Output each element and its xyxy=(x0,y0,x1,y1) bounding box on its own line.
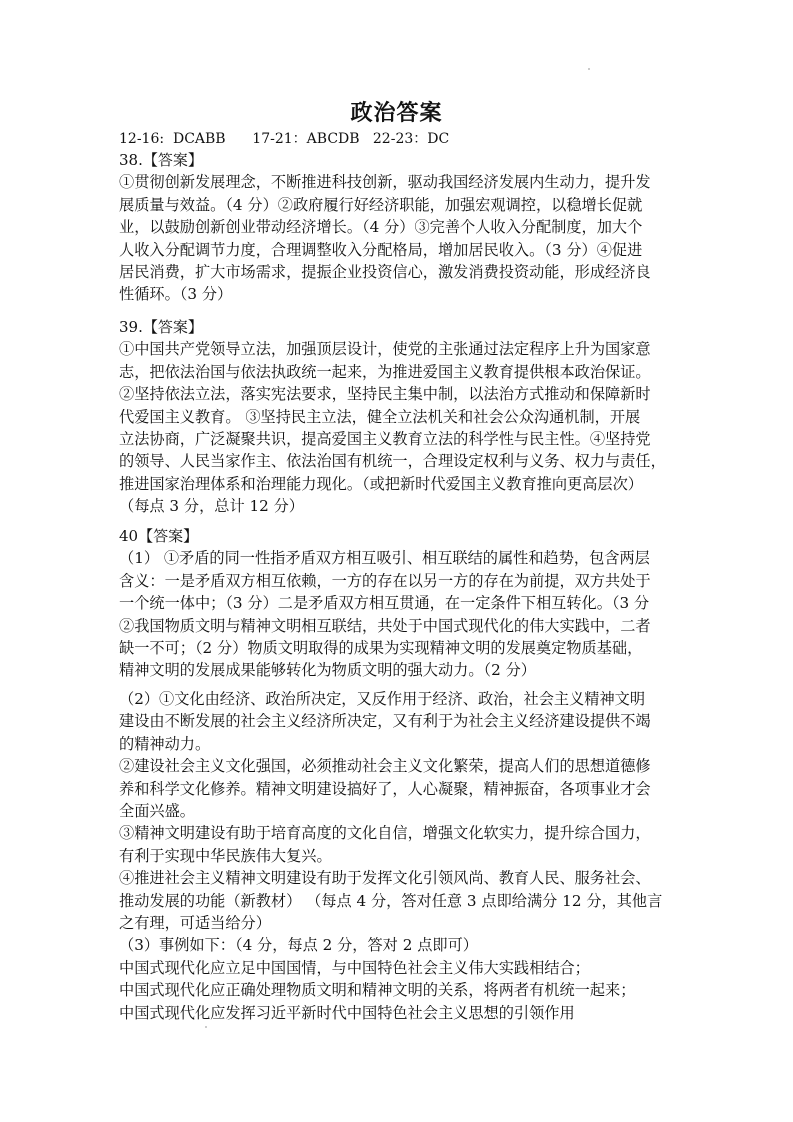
multiple-choice-answers: 12-16: DCABB 17-21：ABCDB 22-23：DC xyxy=(119,131,450,147)
q40-heading: 40【答案】 xyxy=(119,527,199,545)
q40-part1-line: 缺一不可；（2 分）物质文明取得的成果为实现精神文明的发展奠定物质基础， xyxy=(119,639,643,658)
q39-line: 推进国家治理体系和治理能力现化。（或把新时代爱国主义教育推向更高层次） xyxy=(119,474,643,493)
q40-part2-line: 之有理，可适当给分） xyxy=(119,914,271,933)
q40-part2-line: 的精神动力。 xyxy=(119,734,211,753)
q39-line: 立法协商，广泛凝聚共识，提高爱国主义教育立法的科学性与民主性。④坚持党 xyxy=(119,430,651,449)
q40-part2-line: ④推进社会主义精神文明建设有助于发挥文化引领风尚、教育人民、服务社会、 xyxy=(119,869,651,888)
q40-part1-line: ②我国物质文明与精神文明相互联结，共处于中国式现代化的伟大实践中，二者 xyxy=(119,616,651,635)
q38-line: 展质量与效益。（4 分）②政府履行好经济职能，加强宏观调控，以稳增长促就 xyxy=(119,195,643,214)
q40-part1-line: 一个统一体中；（3 分）二是矛盾双方相互贯通，在一定条件下相互转化。（3 分 xyxy=(119,594,650,613)
q40-part2-line: ③精神文明建设有助于培育高度的文化自信，增强文化软实力，提升综合国力， xyxy=(119,824,651,843)
q39-heading: 39.【答案】 xyxy=(119,318,203,336)
q40-part2-line: 建设由不断发展的社会主义经济所决定，又有利于为社会主义经济建设提供不竭 xyxy=(119,712,651,731)
q40-part2-line: 全面兴盛。 xyxy=(119,802,195,821)
q38-line: ①贯彻创新发展理念，不断推进科技创新，驱动我国经济发展内生动力，提升发 xyxy=(119,173,651,192)
q39-line: ①中国共产党领导立法，加强顶层设计，使党的主张通过法定程序上升为国家意 xyxy=(119,340,651,359)
q40-part2-line: 有利于实现中华民族伟大复兴。 xyxy=(119,846,332,865)
q40-part3-line: 中国式现代化应发挥习近平新时代中国特色社会主义思想的引领作用 xyxy=(119,1003,575,1022)
q40-part1-line: （1） ①矛盾的同一性指矛盾双方相互吸引、相互联结的属性和趋势，包含两层 xyxy=(119,549,650,568)
q39-line: 志，把依法治国与依法执政统一起来，为推进爱国主义教育提供根本政治保证。 xyxy=(119,362,651,381)
q40-part2-line: 推动发展的功能（新教材） （每点 4 分，答对任意 3 点即给满分 12 分，其他言 xyxy=(119,891,663,910)
q39-line: 代爱国主义教育。 ③坚持民主立法，健全立法机关和社会公众沟通机制，开展 xyxy=(119,407,641,426)
q39-line: ②坚持依法立法，落实宪法要求，坚持民主集中制，以法治方式推动和保障新时 xyxy=(119,385,651,404)
q39-section xyxy=(119,316,693,518)
q40-part3-line: 中国式现代化应正确处理物质文明和精神文明的关系，将两者有机统一起来； xyxy=(119,981,636,1000)
q40-part2-section xyxy=(119,688,693,1024)
q38-heading: 38.【答案】 xyxy=(119,151,203,169)
page-title: 政治答案 xyxy=(350,100,443,126)
q40-part1-line: 含义：一是矛盾双方相互依赖，一方的存在以另一方的存在为前提，双方共处于 xyxy=(119,571,651,590)
q38-section xyxy=(119,149,693,306)
q38-line: 性循环。（3 分） xyxy=(119,285,233,304)
scan-speck xyxy=(205,1026,207,1028)
q39-line: 的领导、人民当家作主、依法治国有机统一，合理设定权利与义务、权力与责任， xyxy=(119,452,666,471)
q40-part2-line: ②建设社会主义文化强国，必须推动社会主义文化繁荣，提高人们的思想道德修 xyxy=(119,757,651,776)
q39-line: （每点 3 分，总计 12 分） xyxy=(119,497,304,516)
q38-line: 业，以鼓励创新创业带动经济增长。（4 分）③完善个人收入分配制度，加大个 xyxy=(119,218,643,237)
q38-line: 人收入分配调节力度，合理调整收入分配格局，增加居民收入。（3 分）④促进 xyxy=(119,240,643,259)
q40-part1-line: 精神文明的发展成果能够转化为物质文明的强大动力。（2 分） xyxy=(119,661,536,680)
scan-speck xyxy=(588,68,590,70)
q38-line: 居民消费，扩大市场需求，提振企业投资信心，激发消费投资动能，形成经济良 xyxy=(119,263,651,282)
q40-part3-line: （3）事例如下：（4 分，每点 2 分，答对 2 点即可） xyxy=(119,936,478,955)
q40-part2-line: 养和科学文化修养。精神文明建设搞好了，人心凝聚，精神振奋，各项事业才会 xyxy=(119,779,651,798)
q40-part3-line: 中国式现代化应立足中国国情，与中国特色社会主义伟大实践相结合； xyxy=(119,958,590,977)
q40-part2-line: （2）①文化由经济、政治所决定，又反作用于经济、政治，社会主义精神文明 xyxy=(119,690,646,708)
q40-section xyxy=(119,525,693,682)
